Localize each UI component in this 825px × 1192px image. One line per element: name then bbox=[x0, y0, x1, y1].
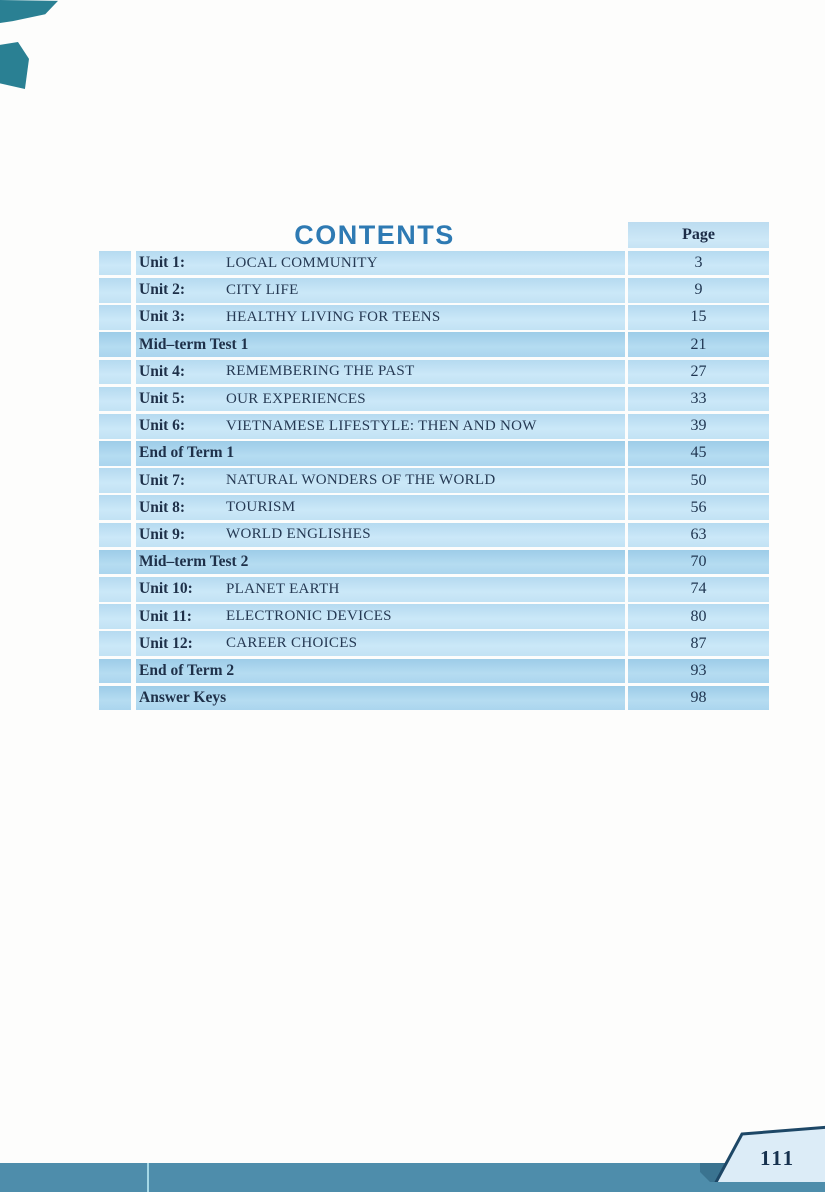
row-page-number: 9 bbox=[628, 278, 769, 303]
row-page-number: 45 bbox=[628, 441, 769, 466]
table-row bbox=[99, 631, 769, 656]
row-left-spacer bbox=[99, 251, 131, 276]
row-title: CAREER CHOICES bbox=[226, 635, 358, 652]
row-main-cell bbox=[136, 495, 625, 520]
table-row bbox=[99, 577, 769, 602]
contents-table bbox=[99, 219, 769, 713]
row-label: Unit 1: bbox=[139, 254, 186, 272]
table-row bbox=[99, 360, 769, 385]
table-row bbox=[99, 468, 769, 493]
row-page-number: 87 bbox=[628, 631, 769, 656]
row-main-cell bbox=[136, 441, 625, 466]
table-row bbox=[99, 604, 769, 629]
table-row bbox=[99, 332, 769, 357]
table-header-row bbox=[99, 219, 769, 250]
table-row bbox=[99, 523, 769, 548]
row-left-spacer bbox=[99, 305, 131, 330]
row-main-cell bbox=[136, 468, 625, 493]
row-page-number: 74 bbox=[628, 577, 769, 602]
row-label: Unit 11: bbox=[139, 607, 192, 625]
row-page-number: 98 bbox=[628, 686, 769, 711]
table-row bbox=[99, 251, 769, 276]
row-main-cell bbox=[136, 360, 625, 385]
row-left-spacer bbox=[99, 468, 131, 493]
row-left-spacer bbox=[99, 604, 131, 629]
row-title: HEALTHY LIVING FOR TEENS bbox=[226, 308, 441, 325]
row-title: VIETNAMESE LIFESTYLE: THEN AND NOW bbox=[226, 417, 537, 434]
row-page-number: 93 bbox=[628, 659, 769, 684]
row-main-cell bbox=[136, 604, 625, 629]
row-left-spacer bbox=[99, 577, 131, 602]
row-left-spacer bbox=[99, 659, 131, 684]
row-label: Unit 5: bbox=[139, 390, 186, 408]
row-page-number: 63 bbox=[628, 523, 769, 548]
row-main-cell bbox=[136, 251, 625, 276]
row-title: REMEMBERING THE PAST bbox=[226, 363, 415, 380]
table-row bbox=[99, 414, 769, 439]
row-label: Mid–term Test 2 bbox=[139, 553, 249, 571]
row-main-cell bbox=[136, 387, 625, 412]
row-main-cell bbox=[136, 550, 625, 575]
row-left-spacer bbox=[99, 686, 131, 711]
row-page-number: 21 bbox=[628, 332, 769, 357]
row-label: Answer Keys bbox=[139, 689, 227, 707]
row-main-cell bbox=[136, 278, 625, 303]
row-title: PLANET EARTH bbox=[226, 580, 340, 597]
row-title: TOURISM bbox=[226, 499, 296, 516]
row-main-cell bbox=[136, 414, 625, 439]
row-title: WORLD ENGLISHES bbox=[226, 526, 371, 543]
table-row bbox=[99, 305, 769, 330]
row-left-spacer bbox=[99, 414, 131, 439]
row-label: Unit 2: bbox=[139, 281, 186, 299]
row-page-number: 50 bbox=[628, 468, 769, 493]
row-left-spacer bbox=[99, 278, 131, 303]
row-left-spacer bbox=[99, 550, 131, 575]
corner-ornament-bottom-shape bbox=[0, 42, 29, 89]
title-area bbox=[99, 219, 628, 250]
row-title: ELECTRONIC DEVICES bbox=[226, 608, 392, 625]
row-main-cell bbox=[136, 305, 625, 330]
row-main-cell bbox=[136, 659, 625, 684]
table-row bbox=[99, 686, 769, 711]
table-row bbox=[99, 441, 769, 466]
table-row bbox=[99, 550, 769, 575]
row-label: Mid–term Test 1 bbox=[139, 335, 249, 353]
row-title: OUR EXPERIENCES bbox=[226, 390, 366, 407]
row-left-spacer bbox=[99, 495, 131, 520]
table-row bbox=[99, 387, 769, 412]
row-page-number: 80 bbox=[628, 604, 769, 629]
page-column-header: Page bbox=[628, 222, 769, 248]
row-page-number: 56 bbox=[628, 495, 769, 520]
row-label: Unit 4: bbox=[139, 362, 186, 380]
row-title: NATURAL WONDERS OF THE WORLD bbox=[226, 472, 496, 489]
row-main-cell bbox=[136, 631, 625, 656]
row-label: Unit 9: bbox=[139, 525, 186, 543]
row-page-number: 3 bbox=[628, 251, 769, 276]
row-left-spacer bbox=[99, 387, 131, 412]
table-row bbox=[99, 495, 769, 520]
page-number-tab bbox=[700, 1124, 825, 1182]
row-left-spacer bbox=[99, 441, 131, 466]
row-title: CITY LIFE bbox=[226, 281, 299, 298]
row-left-spacer bbox=[99, 332, 131, 357]
row-main-cell bbox=[136, 686, 625, 711]
row-page-number: 15 bbox=[628, 305, 769, 330]
row-left-spacer bbox=[99, 360, 131, 385]
row-page-number: 33 bbox=[628, 387, 769, 412]
row-label: Unit 10: bbox=[139, 580, 193, 598]
row-title: LOCAL COMMUNITY bbox=[226, 254, 378, 271]
row-page-number: 27 bbox=[628, 360, 769, 385]
row-label: Unit 6: bbox=[139, 417, 186, 435]
row-main-cell bbox=[136, 332, 625, 357]
table-row bbox=[99, 659, 769, 684]
row-label: Unit 12: bbox=[139, 634, 193, 652]
row-left-spacer bbox=[99, 631, 131, 656]
row-label: End of Term 2 bbox=[139, 661, 235, 679]
row-page-number: 70 bbox=[628, 550, 769, 575]
row-label: End of Term 1 bbox=[139, 444, 235, 462]
row-label: Unit 3: bbox=[139, 308, 186, 326]
corner-ornament-top-shape bbox=[0, 0, 58, 23]
row-main-cell bbox=[136, 523, 625, 548]
row-left-spacer bbox=[99, 523, 131, 548]
row-main-cell bbox=[136, 577, 625, 602]
table-row bbox=[99, 278, 769, 303]
page-number: 111 bbox=[760, 1146, 796, 1170]
page-title: CONTENTS bbox=[294, 219, 455, 250]
footer-divider-line bbox=[147, 1163, 149, 1192]
row-label: Unit 7: bbox=[139, 471, 186, 489]
row-label: Unit 8: bbox=[139, 498, 186, 516]
row-page-number: 39 bbox=[628, 414, 769, 439]
